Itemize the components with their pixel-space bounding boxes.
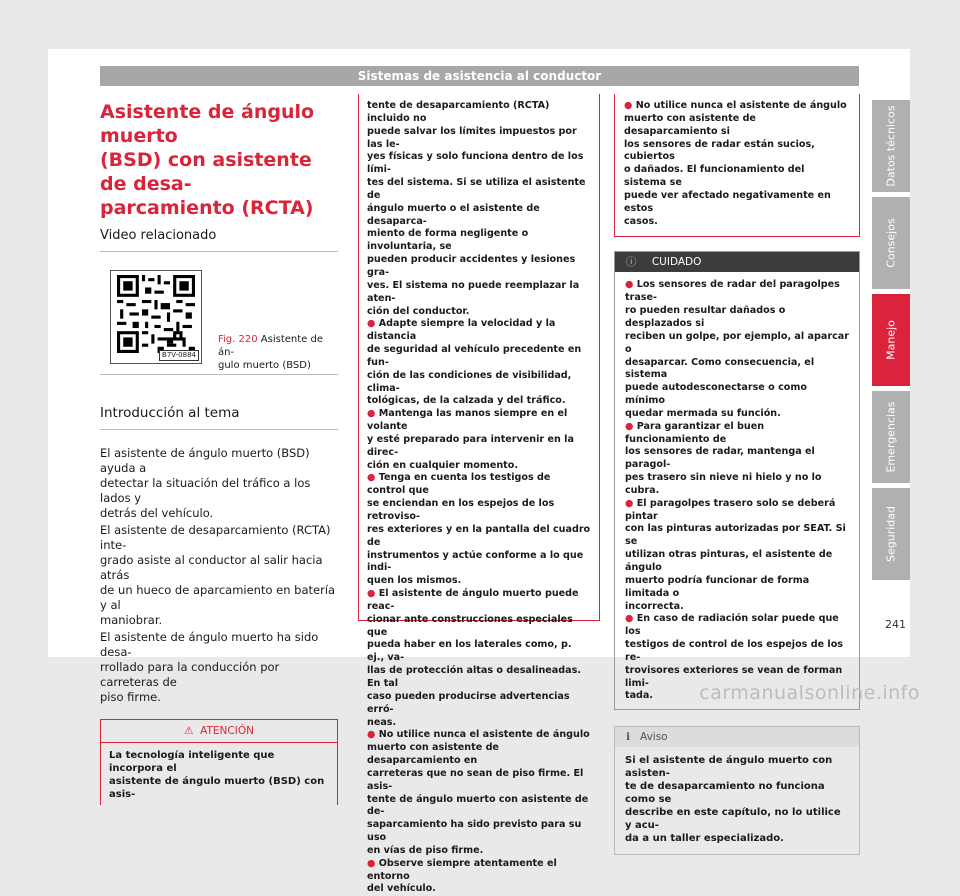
warning-body <box>101 743 337 805</box>
bullet-dot-icon: ● <box>367 318 376 330</box>
text-line: trovisores exteriores se vean de forman limi- <box>625 664 843 689</box>
bullet-dot-icon: ● <box>625 420 634 432</box>
section-title <box>100 100 338 220</box>
exclamation-circle-icon: ⓘ <box>626 256 637 269</box>
tab-consejos[interactable] <box>872 197 910 289</box>
figure-block <box>100 262 338 375</box>
text-line: El asistente de ángulo muerto (BSD) ayuda a <box>100 446 310 475</box>
bullet-dot-icon: ● <box>367 588 376 600</box>
page-number: 241 <box>885 618 906 631</box>
warning-title: ATENCIÓN <box>200 725 254 737</box>
bullet-dot-icon: ● <box>367 857 376 869</box>
caution-bullet <box>625 279 849 420</box>
text-line: ción del conductor. <box>367 305 470 317</box>
intro-paragraph <box>100 446 338 521</box>
column-left <box>100 100 338 805</box>
text-line: desaparcar. Como consecuencia, el sistema <box>625 356 815 381</box>
text-line: ángulo muerto o el asistente de desaparca- <box>367 202 540 227</box>
watermark: carmanualsonline.info <box>699 682 920 704</box>
text-line: en vías de piso firme. <box>367 844 484 856</box>
caution-title: CUIDADO <box>651 256 702 269</box>
warning-bullet <box>367 408 591 472</box>
tab-label: Datos técnicos <box>884 105 898 187</box>
warning-bullet <box>367 472 591 588</box>
text-line: tente de ángulo muerto con asistente de de- <box>367 793 589 818</box>
tab-label: Seguridad <box>884 506 898 562</box>
text-line: utilizan otras pinturas, el asistente de ángulo <box>625 549 833 573</box>
text-line: ción de las condiciones de visibilidad, clima- <box>367 369 572 394</box>
text-line: ción en cualquier momento. <box>367 459 518 471</box>
warning-bullet <box>367 588 591 729</box>
text-line: pes trasero sin nieve ni hielo y no lo cubra. <box>625 472 822 496</box>
text-line: El asistente de ángulo muerto puede reac- <box>367 588 579 612</box>
text-line: se enciendan en los espejos de los retroviso- <box>367 498 555 522</box>
text-line: muerto con asistente de desaparcamiento si <box>624 112 756 137</box>
intro-paragraph <box>100 630 338 705</box>
text-line: ro pueden resultar dañados o desplazados si <box>625 305 786 329</box>
text-line: da a un taller especializado. <box>625 833 784 845</box>
text-line: ves. El sistema no puede reemplazar la aten- <box>367 279 580 304</box>
info-icon: ℹ <box>626 731 630 744</box>
column-right <box>614 94 860 855</box>
text-line: tes del sistema. Si se utiliza el asistente de <box>367 177 586 201</box>
bullet-dot-icon: ● <box>625 279 634 291</box>
caution-bullet <box>625 421 849 498</box>
chapter-header: Sistemas de asistencia al conductor <box>100 66 859 86</box>
figure-caption-line: Asistente de án- <box>218 334 323 358</box>
bullet-dot-icon: ● <box>367 408 376 420</box>
tab-datos-tecnicos[interactable] <box>872 100 910 192</box>
text-line: reciben un golpe, por ejemplo, al aparcar o <box>625 330 849 355</box>
text-line: yes físicas y solo funciona dentro de los lími- <box>367 151 584 176</box>
figure-caption-line: gulo muerto (BSD) <box>218 360 311 371</box>
text-line: de un hueco de aparcamiento en batería y al <box>100 583 336 612</box>
text-line: instrumentos y actúe conforme a lo que indi- <box>367 549 584 574</box>
text-line: muerto podría funcionar de forma limitada o <box>625 574 810 599</box>
note-box <box>614 726 860 855</box>
warning-box <box>100 719 338 805</box>
text-line: Si el asistente de ángulo muerto con asisten- <box>625 755 833 780</box>
text-line: La tecnología inteligente que incorpora el <box>109 750 275 774</box>
text-line: muerto con asistente de desaparcamiento en <box>367 742 499 767</box>
text-line: llas de protección altas o desalineadas. En tal <box>367 665 581 689</box>
text-line: res exteriores y en la pantalla del cuadro de <box>367 523 591 548</box>
text-line: caso pueden producirse advertencias erró- <box>367 690 570 715</box>
text-line: El paragolpes trasero solo se deberá pintar <box>625 497 836 522</box>
warning-continuation-end <box>614 94 860 237</box>
text-line: El asistente de ángulo muerto ha sido desa- <box>100 630 319 659</box>
note-title: Aviso <box>640 731 668 744</box>
bullet-dot-icon: ● <box>367 729 376 741</box>
text-line: El asistente de desaparcamiento (RCTA) inte- <box>100 523 331 552</box>
text-line: detrás del vehículo. <box>100 506 214 520</box>
text-line: de seguridad al vehículo precedente en fun- <box>367 344 582 368</box>
text-line: rrollado para la conducción por carreteras de <box>100 660 280 689</box>
tab-seguridad[interactable] <box>872 488 910 580</box>
text-line: testigos de control de los espejos de los re- <box>625 639 844 663</box>
text-line: En caso de radiación solar puede que los <box>625 613 839 638</box>
text-line: tada. <box>625 690 654 702</box>
caution-header <box>615 252 859 272</box>
text-line: te de desaparcamiento no funciona como se <box>625 781 825 806</box>
section-title-line: parcamiento (RCTA) <box>100 197 314 219</box>
text-line: casos. <box>624 215 658 227</box>
text-line: Adapte siempre la velocidad y la distancia <box>367 318 556 343</box>
text-line: Los sensores de radar del paragolpes trase- <box>625 279 840 304</box>
caution-body <box>615 272 859 709</box>
text-line: Mantenga las manos siempre en el volante <box>367 408 568 433</box>
text-line: pueda haber en los laterales como, p. ej., va- <box>367 639 572 664</box>
text-line: carreteras que no sean de piso firme. El asis- <box>367 767 584 792</box>
text-line: miento de forma negligente o involuntaria, se <box>367 228 529 253</box>
text-line: puede ver afectado negativamente en estos <box>624 189 831 214</box>
warning-bullet <box>624 100 850 228</box>
bullet-dot-icon: ● <box>624 100 633 111</box>
warning-triangle-icon: ⚠ <box>184 725 194 737</box>
bullet-dot-icon: ● <box>367 472 376 484</box>
warning-lead-text <box>367 100 591 318</box>
bullet-dot-icon: ● <box>625 613 634 625</box>
qr-code-image[interactable] <box>110 270 202 364</box>
section-title-line: Asistente de ángulo muerto <box>100 101 315 147</box>
text-line: incorrecta. <box>625 600 684 612</box>
text-line: detectar la situación del tráfico a los lados y <box>100 476 311 505</box>
warning-bullet <box>367 318 591 408</box>
text-line: Para garantizar el buen funcionamiento de <box>625 420 765 445</box>
text-line: o dañados. El funcionamiento del sistema se <box>624 164 805 189</box>
figure-number: Fig. 220 <box>218 334 258 345</box>
text-line: puede salvar los límites impuestos por las le- <box>367 125 577 150</box>
note-header <box>615 727 859 747</box>
tab-label: Consejos <box>884 218 898 268</box>
figure-caption <box>218 333 336 372</box>
note-body <box>615 747 859 854</box>
text-line: los sensores de radar están sucios, cubiertos <box>624 138 815 163</box>
figure-code: B7V-0884 <box>159 350 199 361</box>
text-line: grado asiste al conductor al salir hacia atrás <box>100 553 323 582</box>
tab-emergencias[interactable] <box>872 391 910 483</box>
text-line: describe en este capítulo, no lo utilice y acu- <box>625 807 841 832</box>
video-label: Video relacionado <box>100 228 338 252</box>
text-line: Observe siempre atentamente el entorno <box>367 857 557 882</box>
warning-bullet <box>367 858 591 896</box>
text-line: maniobrar. <box>100 613 163 627</box>
text-line: cionar ante construcciones especiales que <box>367 613 573 638</box>
text-line: No utilice nunca el asistente de ángulo <box>378 729 590 741</box>
caution-box <box>614 251 860 710</box>
tab-manejo[interactable] <box>872 294 910 386</box>
text-line: No utilice nunca el asistente de ángulo <box>635 100 847 111</box>
text-line: con las pinturas autorizadas por SEAT. Si se <box>625 523 846 548</box>
text-line: quedar mermada su función. <box>625 407 781 419</box>
tab-label: Emergencias <box>884 401 898 473</box>
warning-continuation <box>358 94 600 895</box>
text-line: pueden producir accidentes y lesiones gra- <box>367 254 576 278</box>
text-line: del vehículo. <box>367 883 436 895</box>
text-line: saparcamiento ha sido previsto para su uso <box>367 819 582 844</box>
intro-paragraph <box>100 523 338 628</box>
text-line: Tenga en cuenta los testigos de control que <box>367 472 551 497</box>
text-line: asistente de ángulo muerto (BSD) con asis- <box>109 776 325 800</box>
qr-code-icon <box>116 275 196 353</box>
bullet-dot-icon: ● <box>625 497 634 509</box>
text-line: piso firme. <box>100 690 161 704</box>
text-line: y esté preparado para intervenir en la direc- <box>367 433 574 458</box>
section-title-line: (BSD) con asistente de desa- <box>100 149 312 195</box>
intro-heading: Introducción al tema <box>100 405 338 430</box>
text-line: puede autodesconectarse o como mínimo <box>625 382 807 407</box>
text-line: los sensores de radar, mantenga el paragol- <box>625 446 815 471</box>
warning-header <box>101 720 337 743</box>
text-line: tente de desaparcamiento (RCTA) incluido no <box>367 100 550 124</box>
caution-bullet <box>625 498 849 614</box>
text-line: tológicas, de la calzada y del tráfico. <box>367 395 566 407</box>
text-line: quen los mismos. <box>367 575 462 587</box>
warning-bullet <box>367 729 591 857</box>
text-line: neas. <box>367 716 397 728</box>
tab-label: Manejo <box>884 320 898 360</box>
